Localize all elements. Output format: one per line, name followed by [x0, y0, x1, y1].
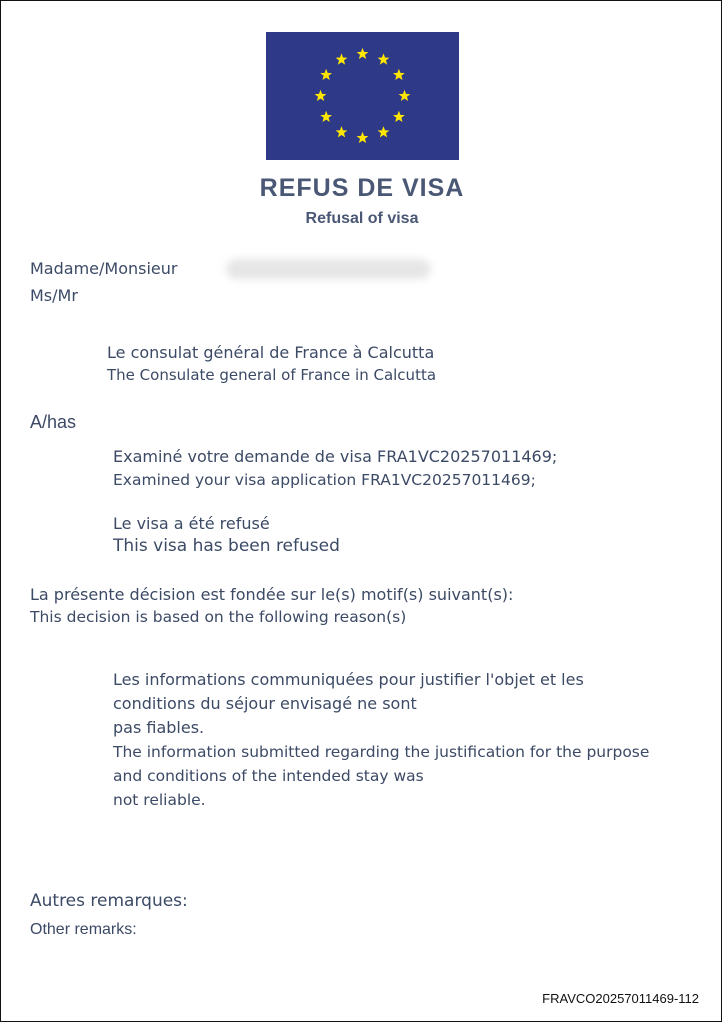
remarks-label-fr: Autres remarques: — [30, 891, 188, 911]
reason-line: The information submitted regarding the justification for the purpose — [113, 743, 650, 761]
authority-en: The Consulate general of France in Calcutta — [107, 366, 437, 384]
has-label: A/has — [30, 412, 77, 432]
reason-line: not reliable. — [113, 791, 206, 809]
refused-fr: Le visa a été refusé — [113, 514, 270, 533]
reason-line: pas fiables. — [113, 718, 205, 737]
redacted-name — [226, 259, 431, 279]
examined-en: Examined your visa application FRA1VC20257011469; — [113, 471, 536, 489]
examined-fr: Examiné votre demande de visa FRA1VC20257011469; — [113, 447, 558, 466]
refusal-reason — [113, 668, 649, 812]
refused-en: This visa has been refused — [113, 536, 340, 556]
authority-fr: Le consulat général de France à Calcutta — [107, 343, 435, 362]
decision-fr: La présente décision est fondée sur le(s) motif(s) suivant(s): — [30, 585, 514, 604]
recipient-label-en: Ms/Mr — [30, 286, 78, 305]
reason-line: conditions du séjour envisagé ne sont — [113, 694, 417, 713]
document-title: REFUS DE VISA — [259, 174, 465, 202]
decision-en: This decision is based on the following reason(s) — [30, 608, 407, 626]
reason-line: Les informations communiquées pour justifier l'objet et les — [113, 670, 584, 689]
document-subtitle: Refusal of visa — [305, 210, 419, 227]
eu-flag-icon — [266, 32, 459, 160]
recipient-label-fr: Madame/Monsieur — [30, 259, 178, 278]
remarks-label-en: Other remarks: — [30, 921, 137, 938]
reason-line: and conditions of the intended stay was — [113, 767, 424, 785]
document-id: FRAVCO20257011469-112 — [542, 991, 699, 1006]
